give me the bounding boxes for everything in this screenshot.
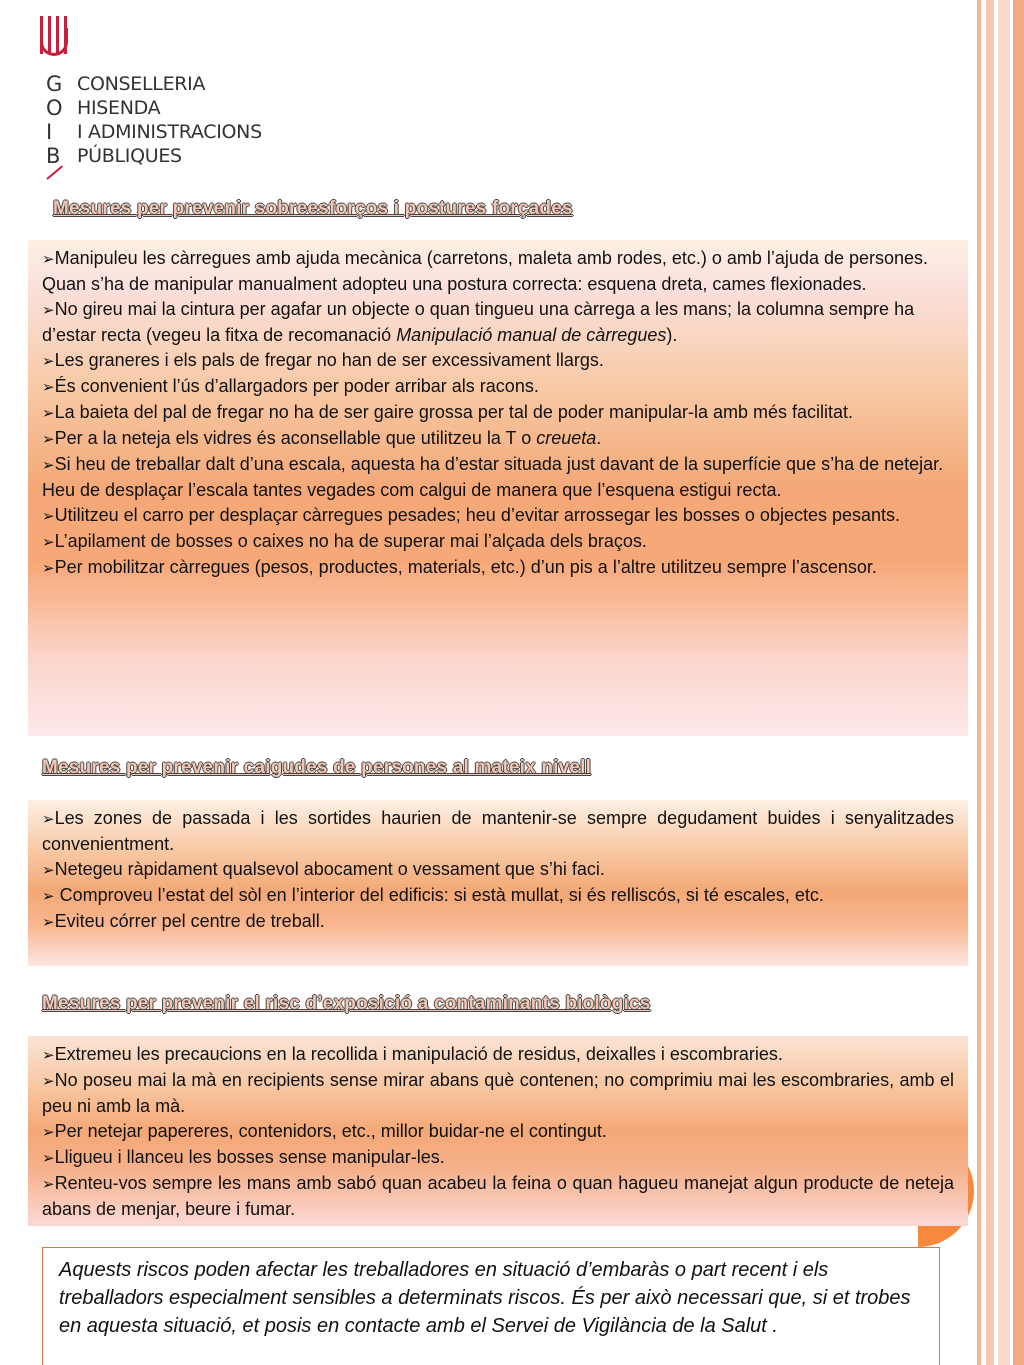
bullet-item: ➢La baieta del pal de fregar no ha de ser gaire grossa per tal de poder manipular-la amb més facilitat. (42, 402, 854, 422)
decor-stripe (998, 0, 1010, 1365)
section-box (28, 240, 968, 736)
bullet-item: ➢Si heu de treballar dalt d’una escala, aquesta ha d’estar situada just davant de la superfície que s’ha de netejar. Heu de desplaçar l’escala tantes vegades com calgui de manera que l’esquena estigui recta. (42, 454, 944, 500)
decor-stripe (977, 0, 981, 1365)
logo-letter: B (46, 144, 61, 168)
logo-line: HISENDA (77, 97, 161, 119)
bullet-item: ➢És convenient l’ús d’allargadors per poder arribar als racons. (42, 376, 539, 396)
arrow-bullet-icon: ➢ (42, 1150, 55, 1167)
arrow-bullet-icon: ➢ (42, 1047, 55, 1064)
decor-stripe (1013, 0, 1024, 1365)
arrow-bullet-icon: ➢ (42, 534, 55, 551)
section-heading: Mesures per prevenir el risc d’exposició a contaminants biològics (42, 993, 651, 1014)
arrow-bullet-icon: ➢ (42, 353, 55, 370)
arrow-bullet-icon: ➢ (42, 560, 55, 577)
section-box (28, 1036, 968, 1226)
bullet-item: ➢ Comproveu l’estat del sòl en l’interior del edificis: si està mullat, si és relliscós, si té escales, etc. (42, 885, 824, 905)
note-box: Aquests riscos poden afectar les treballadores en situació d’embaràs o part recent i els treballadors especialment sensibles a determinats riscos. És per això necessari que, si et trobes en aquesta situació, et posis en contacte amb el Servei de Vigilància de la Salut . (42, 1247, 940, 1365)
arrow-bullet-icon: ➢ (42, 251, 55, 268)
logo-line: I ADMINISTRACIONS (77, 121, 262, 143)
logo-letter: O (46, 96, 63, 120)
arrow-bullet-icon: ➢ (42, 405, 55, 422)
arrow-bullet-icon: ➢ (42, 1073, 55, 1090)
bullet-item: ➢Manipuleu les càrregues amb ajuda mecànica (carretons, maleta amb rodes, etc.) o amb l’ajuda de persones. Quan s’ha de manipular manualment adopteu una postura correcta: esquena dreta, cames flexionades. (42, 248, 929, 294)
arrow-bullet-icon: ➢ (42, 379, 55, 396)
arrow-bullet-icon: ➢ (42, 1124, 55, 1141)
goib-logo-arc (40, 28, 68, 56)
bullet-item: ➢Eviteu córrer pel centre de treball. (42, 911, 325, 931)
logo-line: PÚBLIQUES (77, 145, 182, 167)
arrow-bullet-icon: ➢ (42, 1176, 55, 1193)
bullet-item: ➢Extremeu les precaucions en la recollida i manipulació de residus, deixalles i escombraries. (42, 1044, 783, 1064)
bullet-item: ➢Utilitzeu el carro per desplaçar càrregues pesades; heu d’evitar arrossegar les bosses o objectes pesants. (42, 505, 901, 525)
bullet-item: ➢Per netejar papereres, contenidors, etc., millor buidar-ne el contingut. (42, 1121, 607, 1141)
bullet-item: ➢L’apilament de bosses o caixes no ha de superar mai l’alçada dels braços. (42, 531, 647, 551)
bullet-item: ➢Netegeu ràpidament qualsevol abocament o vessament que s’hi faci. (42, 859, 605, 879)
bullet-item: ➢Les zones de passada i les sortides haurien de mantenir-se sempre degudament buides i senyalitzades convenientment. (42, 808, 954, 854)
bullet-item: ➢Renteu-vos sempre les mans amb sabó quan acabeu la feina o quan hagueu manejat algun producte de neteja abans de menjar, beure i fumar. (42, 1173, 954, 1219)
conselleria-name (77, 72, 262, 168)
arrow-bullet-icon: ➢ (42, 508, 55, 525)
section-heading: Mesures per prevenir caigudes de persones al mateix nivell (42, 757, 592, 778)
arrow-bullet-icon: ➢ (42, 888, 55, 905)
arrow-bullet-icon: ➢ (42, 302, 55, 319)
arrow-bullet-icon: ➢ (42, 862, 55, 879)
logo-letter: I (46, 120, 53, 144)
bullet-item: ➢Les graneres i els pals de fregar no han de ser excessivament llargs. (42, 350, 604, 370)
arrow-bullet-icon: ➢ (42, 457, 55, 474)
goib-letters (46, 72, 63, 168)
logo-letter: G (46, 72, 63, 96)
section-box (28, 800, 968, 966)
bullet-item: ➢Per a la neteja els vidres és aconsellable que utilitzeu la T o creueta. (42, 428, 602, 448)
logo-line: CONSELLERIA (77, 73, 206, 95)
bullet-item: ➢Per mobilitzar càrregues (pesos, productes, materials, etc.) d’un pis a l’altre utilitzeu sempre l’ascensor. (42, 557, 877, 577)
bullet-item: ➢No gireu mai la cintura per agafar un objecte o quan tingueu una càrrega a les mans; la columna sempre ha d’estar recta (vegeu la fitxa de recomanació Manipulació manual de càrregues). (42, 299, 915, 345)
bullet-item: ➢Lligueu i llanceu les bosses sense manipular-les. (42, 1147, 445, 1167)
bullet-item: ➢No poseu mai la mà en recipients sense mirar abans què contenen; no comprimiu mai les escombraries, amb el peu ni amb la mà. (42, 1070, 954, 1116)
decor-stripe (986, 0, 994, 1365)
arrow-bullet-icon: ➢ (42, 431, 55, 448)
arrow-bullet-icon: ➢ (42, 811, 55, 828)
arrow-bullet-icon: ➢ (42, 914, 55, 931)
section-heading: Mesures per prevenir sobreesforços i postures forçades (53, 198, 573, 219)
